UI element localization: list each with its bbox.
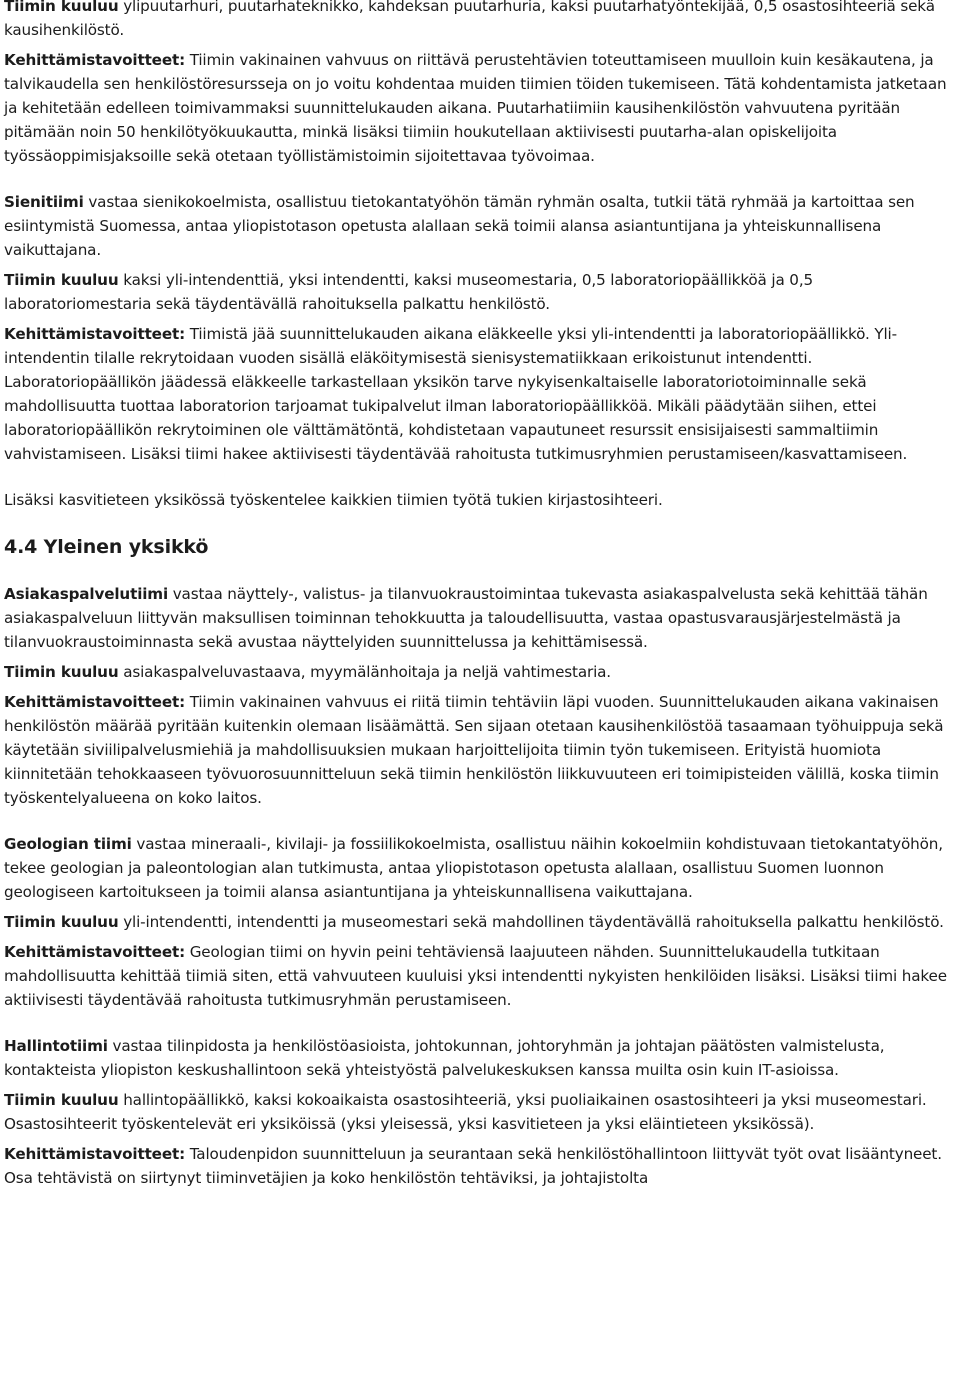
paragraph-lead: Kehittämistavoitteet:	[4, 693, 186, 711]
paragraph-text: Taloudenpidon suunnitteluun ja seurantaan sekä henkilöstöhallintoon liittyvät työt ovat lisääntyneet. Osa tehtävistä on siirtynyt tiiminvetäjien ja koko henkilöstön tehtäviksi, ja johtajistolta	[4, 1145, 942, 1187]
paragraph-text: kaksi yli-intendenttiä, yksi intendentti, kaksi museomestaria, 0,5 laboratoriopäällikköä ja 0,5 laboratoriomestaria sekä täydentävällä rahoituksella palkattu henkilöstö.	[4, 271, 814, 313]
paragraph-puutarha-goals	[4, 48, 956, 168]
paragraph-lead: Tiimin kuuluu	[4, 663, 119, 681]
paragraph-hallinto-intro	[4, 1034, 956, 1082]
paragraph-text: asiakaspalveluvastaava, myymälänhoitaja ja neljä vahtimestaria.	[118, 663, 611, 681]
paragraph-geologia-goals	[4, 940, 956, 1012]
paragraph-lead: Tiimin kuuluu	[4, 913, 119, 931]
paragraph-lead: Tiimin kuuluu	[4, 271, 119, 289]
paragraph-lead: Hallintotiimi	[4, 1037, 108, 1055]
paragraph-asiakas-intro	[4, 582, 956, 654]
paragraph-sieni-members	[4, 268, 956, 316]
paragraph-lead: Kehittämistavoitteet:	[4, 943, 186, 961]
paragraph-text: vastaa tilinpidosta ja henkilöstöasioista, johtokunnan, johtoryhmän ja johtajan päätösten valmistelusta, kontakteista yliopiston keskushallintoon sekä yhteistyöstä palvelukeskuksen kanssa muilta osin kuin IT-asioissa.	[4, 1037, 885, 1079]
paragraph-lead: Kehittämistavoitteet:	[4, 51, 186, 69]
paragraph-lead: Kehittämistavoitteet:	[4, 1145, 186, 1163]
paragraph-text: Geologian tiimi on hyvin peini tehtäviensä laajuuteen nähden. Suunnittelukaudella tutkitaan mahdollisuutta kehittää tiimiä siten, että vahvuuteen kuuluisi yksi intendentti nykyisten henkilöiden lisäksi. Lisäksi tiimi hakee aktiivisesti täydentävää rahoitusta tutkimusryhmän perustamiseen.	[4, 943, 947, 1009]
paragraph-text: vastaa sienikokoelmista, osallistuu tietokantatyöhön tämän ryhmän osalta, tutkii tätä ryhmää ja kartoittaa sen esiintymistä Suomessa, antaa yliopistotason opetusta alallaan sekä toimii alansa asiantuntijana ja yhteiskunnallisena vaikuttajana.	[4, 193, 915, 259]
paragraph-puutarha-members	[4, 0, 956, 42]
paragraph-sieni-intro	[4, 190, 956, 262]
paragraph-lead: Asiakaspalvelutiimi	[4, 585, 169, 603]
paragraph-asiakas-members	[4, 660, 956, 684]
paragraph-text: yli-intendentti, intendentti ja museomestari sekä mahdollinen täydentävällä rahoituksella palkattu henkilöstö.	[118, 913, 944, 931]
paragraph-text: vastaa näyttely-, valistus- ja tilanvuokraustoimintaa tukevasta asiakaspalvelusta sekä kehittää tähän asiakaspalveluun liittyvän maksullisen toiminnan tehokkuutta ja taloudellisuutta, vastaa opastusvarausjärjestelmästä ja tilanvuokraustoiminnasta sekä avustaa näyttelyiden suunnittelussa ja kehittämisessä.	[4, 585, 928, 651]
paragraph-geologia-intro	[4, 832, 956, 904]
paragraph-text: Tiimin vakinainen vahvuus on riittävä perustehtävien toteuttamiseen muulloin kuin kesäkautena, ja talvikaudella sen henkilöstöresursseja on jo voitu kohdentaa muiden tiimien töiden tukemiseen. Tätä kohdentamista jatketaan ja kehitetään edelleen toimivammaksi suunnittelukauden aikana. Puutarhatiimiin kausihenkilöstön vahvuutena pyritään pitämään noin 50 henkilötyökuukautta, minkä lisäksi tiimiin houkutellaan aktiivisesti puutarha-alan opiskelijoita työssäoppimisjaksoille sekä otetaan työllistämistoimin sijoitettavaa työvoimaa.	[4, 51, 947, 165]
document-page	[4, 0, 956, 1196]
paragraph-asiakas-goals	[4, 690, 956, 810]
paragraph-lead: Geologian tiimi	[4, 835, 132, 853]
paragraph-lead: Kehittämistavoitteet:	[4, 325, 186, 343]
paragraph-library-note: Lisäksi kasvitieteen yksikössä työskentelee kaikkien tiimien työtä tukien kirjastosihteeri.	[4, 491, 663, 509]
paragraph-text: hallintopäällikkö, kaksi kokoaikaista osastosihteeriä, yksi puoliaikainen osastosihteeri ja yksi museomestari. Osastosihteerit työskentelevät eri yksiköissä (yksi yleisessä, yksi kasvitieteen ja yksi eläintieteen yksikössä).	[4, 1091, 927, 1133]
paragraph-lead: Sienitiimi	[4, 193, 84, 211]
paragraph-hallinto-goals	[4, 1142, 956, 1190]
paragraph-text: Tiimistä jää suunnittelukauden aikana eläkkeelle yksi yli-intendentti ja laboratoriopäällikkö. Yli-intendentin tilalle rekrytoidaan vuoden sisällä eläköitymisestä sienisystematiikkaan erikoistunut intendentti. Laboratoriopäällikön jäädessä eläkkeelle tarkastellaan yksikön tarve nykyisenkaltaiselle laboratoriotoiminnalle sekä mahdollisuutta tuottaa laboratorion tarjoamat tukipalvelut ilman laboratoriopäällikköä. Mikäli päädytään siihen, ettei laboratoriopäällikön rekrytoiminen ole välttämätöntä, kohdistetaan vapautuneet resurssit ensisijaisesti sammaltiimin vahvistamiseen. Lisäksi tiimi hakee aktiivisesti täydentävää rahoitusta tutkimusryhmien perustamiseen/kasvattamiseen.	[4, 325, 908, 463]
paragraph-geologia-members	[4, 910, 956, 934]
paragraph-sieni-goals	[4, 322, 956, 466]
paragraph-lead: Tiimin kuuluu	[4, 0, 119, 15]
paragraph-text: ylipuutarhuri, puutarhateknikko, kahdeksan puutarhuria, kaksi puutarhatyöntekijää, 0,5 osastosihteeriä sekä kausihenkilöstö.	[4, 0, 935, 39]
paragraph-hallinto-members	[4, 1088, 956, 1136]
paragraph-text: Tiimin vakinainen vahvuus ei riitä tiimin tehtäviin läpi vuoden. Suunnittelukauden aikana vakinaisen henkilöstön määrää pyritään kuitenkin olemaan lisäämättä. Sen sijaan otetaan kausihenkilöstöä tasaamaan työhuippuja sekä käytetään siviilipalvelusmiehiä ja mahdollisuuksien mukaan harjoittelijoita tiimin työn tukemiseen. Erityistä huomiota kiinnitetään tehokkaaseen työvuorosuunnitteluun sekä tiimin henkilöstön liikkuvuuteen eri toimipisteiden välillä, koska tiimin työskentelyalueena on koko laitos.	[4, 693, 944, 807]
paragraph-text: vastaa mineraali-, kivilaji- ja fossiilikokoelmista, osallistuu näihin kokoelmiin kohdistuvaan tietokantatyöhön, tekee geologian ja paleontologian alan tutkimusta, antaa yliopistotason opetusta alallaan, osallistuu Suomen luonnon geologiseen kartoitukseen ja toimii alansa asiantuntijana ja yhteiskunnallisena vaikuttajana.	[4, 835, 943, 901]
paragraph-lead: Tiimin kuuluu	[4, 1091, 119, 1109]
section-heading: 4.4 Yleinen yksikkö	[4, 536, 209, 558]
